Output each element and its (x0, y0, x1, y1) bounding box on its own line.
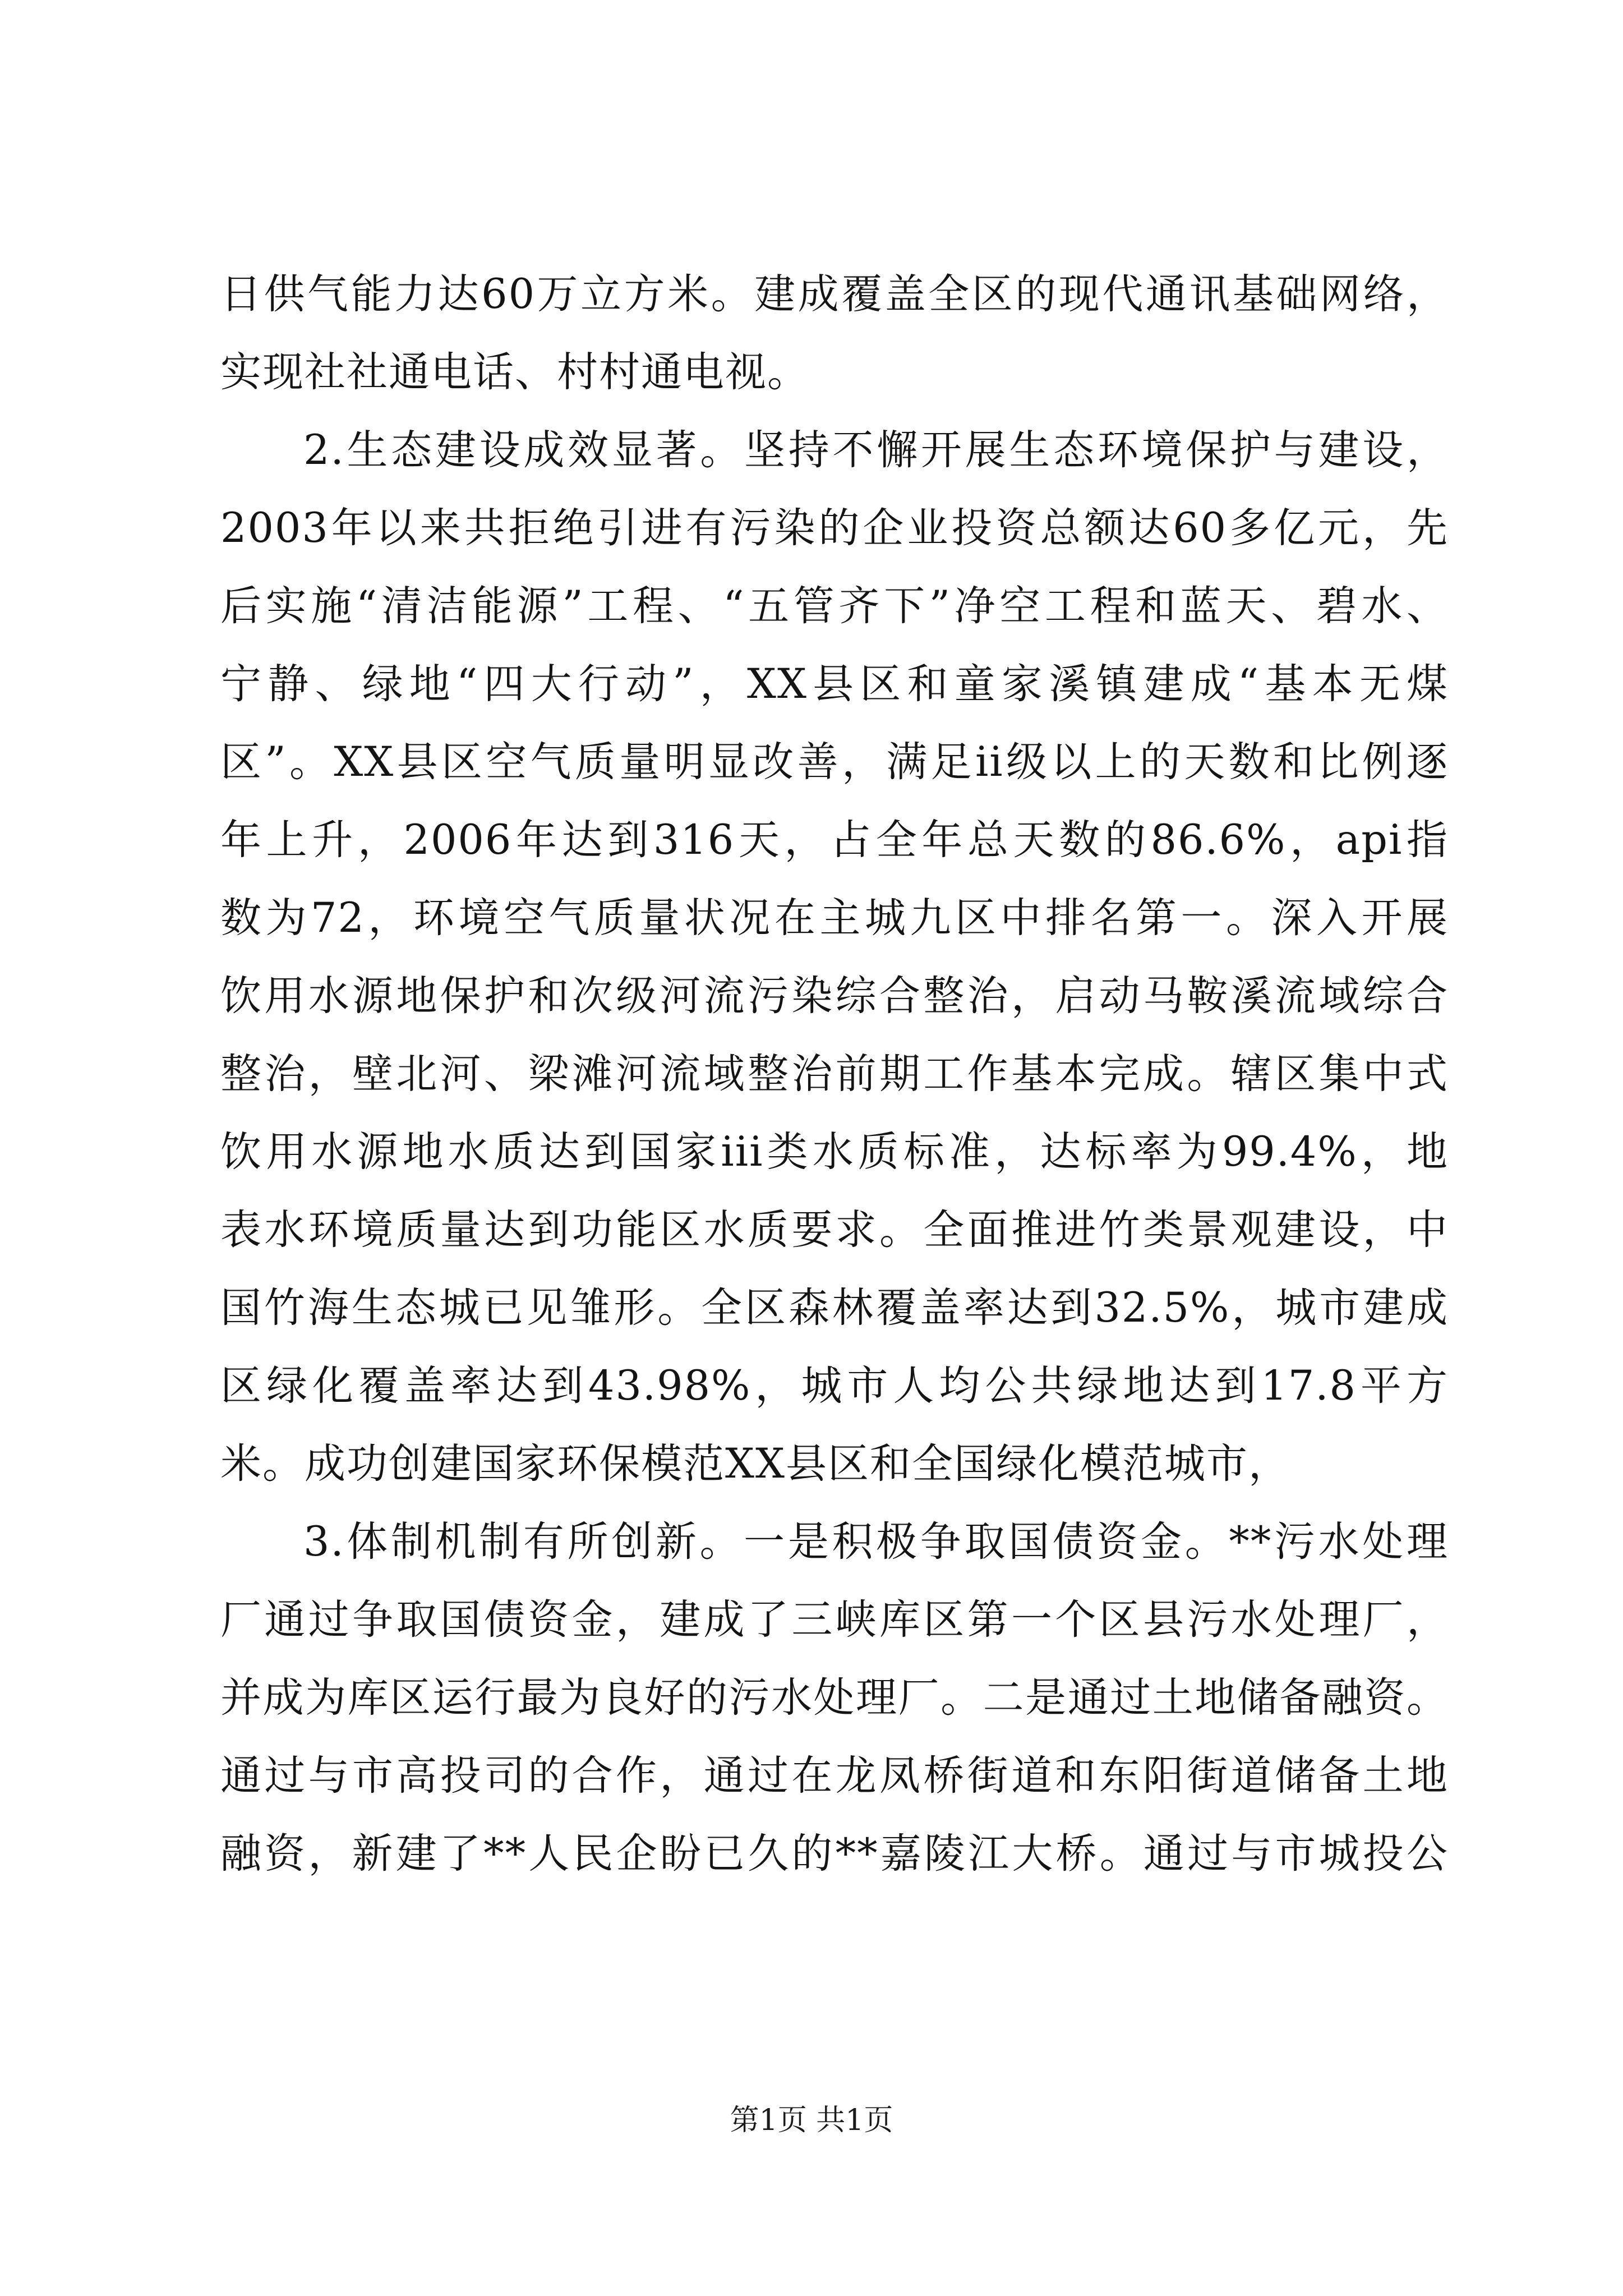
text-line: 表水环境质量达到功能区水质要求。全面推进竹类景观建设，中 (220, 1206, 1449, 1254)
text-line: 数为72，环境空气质量状况在主城九区中排名第一。深入开展 (220, 894, 1449, 942)
text-line: 通过与市高投司的合作，通过在龙凤桥街道和东阳街道储备土地 (220, 1752, 1449, 1800)
text-line: 整治，壁北河、梁滩河流域整治前期工作基本完成。辖区集中式 (220, 1050, 1449, 1098)
text-line: 区”。XX县区空气质量明显改善，满足ii级以上的天数和比例逐 (220, 738, 1449, 786)
text-line: 米。成功创建国家环保模范XX县区和全国绿化模范城市， (220, 1440, 1290, 1488)
text-line: 后实施“清洁能源”工程、“五管齐下”净空工程和蓝天、碧水、 (220, 582, 1449, 630)
text-line: 饮用水源地水质达到国家iii类水质标准，达标率为99.4%，地 (220, 1128, 1449, 1176)
text-line: 3.体制机制有所创新。一是积极争取国债资金。**污水处理 (303, 1518, 1449, 1566)
page-footer: 第1页 共1页 (730, 2104, 893, 2137)
text-line: 国竹海生态城已见雏形。全区森林覆盖率达到32.5%，城市建成 (220, 1284, 1449, 1332)
text-line: 2.生态建设成效显著。坚持不懈开展生态环境保护与建设， (303, 426, 1449, 474)
paragraph (220, 1503, 1449, 1893)
text-line: 2003年以来共拒绝引进有污染的企业投资总额达60多亿元，先 (220, 504, 1449, 552)
document-body (220, 255, 1449, 1893)
paragraph (220, 255, 1449, 411)
text-line: 融资，新建了**人民企盼已久的**嘉陵江大桥。通过与市城投公 (220, 1830, 1449, 1878)
text-line: 并成为库区运行最为良好的污水处理厂。二是通过土地储备融资。 (220, 1674, 1449, 1722)
text-line: 厂通过争取国债资金，建成了三峡库区第一个区县污水处理厂， (220, 1596, 1449, 1644)
text-line: 年上升，2006年达到316天，占全年总天数的86.6%，api指 (220, 816, 1449, 864)
text-line: 日供气能力达60万立方米。建成覆盖全区的现代通讯基础网络， (220, 270, 1449, 318)
paragraph (220, 411, 1449, 1503)
text-line: 区绿化覆盖率达到43.98%，城市人均公共绿地达到17.8平方 (220, 1362, 1449, 1410)
text-line: 宁静、绿地“四大行动”，XX县区和童家溪镇建成“基本无煤 (220, 660, 1449, 708)
text-line: 实现社社通电话、村村通电视。 (220, 348, 809, 396)
text-line: 饮用水源地保护和次级河流污染综合整治，启动马鞍溪流域综合 (220, 972, 1449, 1020)
